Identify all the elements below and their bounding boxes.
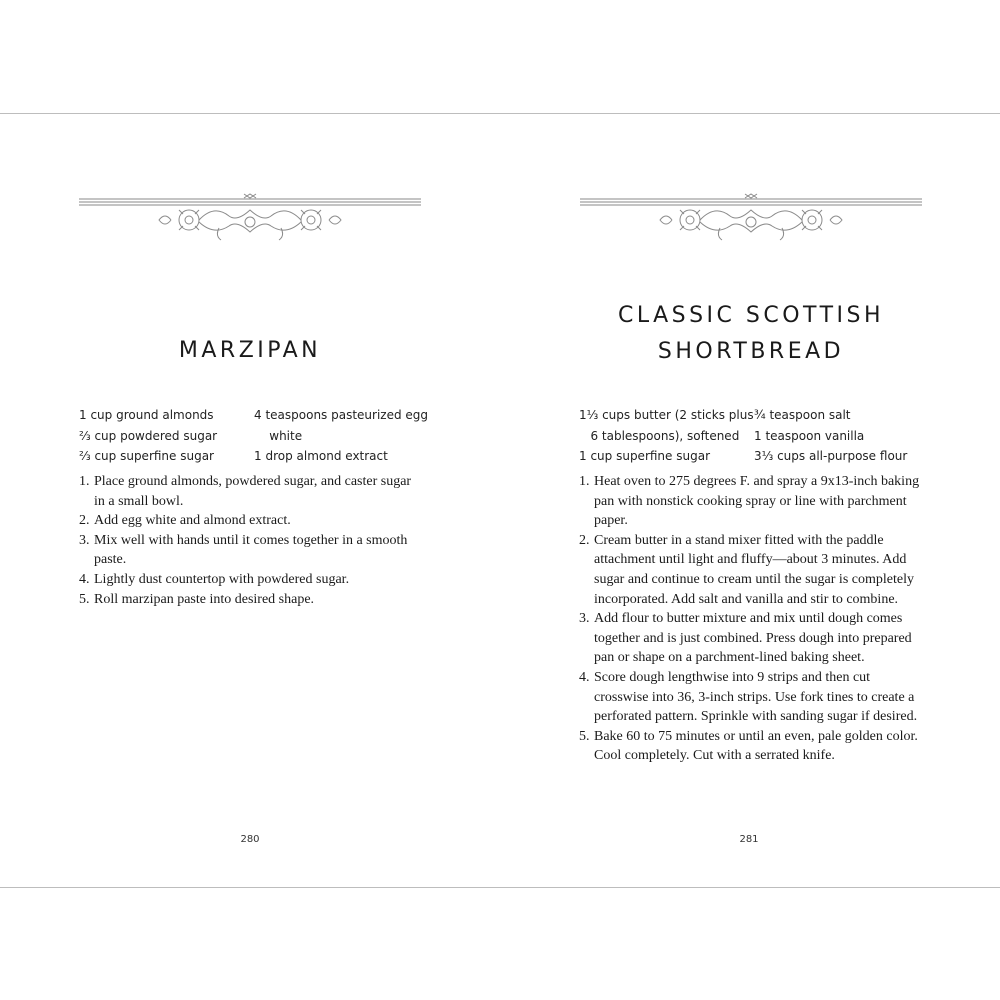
ingredient-item: ¾ teaspoon salt xyxy=(754,408,851,422)
ingredients-column-1 xyxy=(579,405,754,467)
step-number: 2. xyxy=(579,532,590,548)
instruction-step xyxy=(579,472,922,531)
ingredient-item: 1 drop almond extract xyxy=(254,449,388,463)
ingredient-item: 1 cup ground almonds xyxy=(79,408,214,422)
ingredients-column-2 xyxy=(254,405,429,467)
instructions-list xyxy=(79,472,424,609)
step-number: 3. xyxy=(579,611,590,627)
instruction-step xyxy=(579,668,922,727)
page-number: 280 xyxy=(240,834,260,845)
step-number: 5. xyxy=(79,591,90,607)
step-text: Roll marzipan paste into desired shape. xyxy=(94,591,315,607)
scroll-ornament-icon xyxy=(79,182,421,242)
step-text: Mix well with hands until it comes together in a smooth paste. xyxy=(94,532,408,568)
ingredient-item: white xyxy=(254,428,303,443)
instruction-step xyxy=(579,609,922,668)
ingredient-item: 1⅓ cups butter (2 sticks plus xyxy=(579,408,754,422)
step-number: 4. xyxy=(579,669,590,685)
instruction-step xyxy=(579,531,922,609)
ingredient-item: ⅔ cup superfine sugar xyxy=(79,449,214,463)
ingredient-item: 6 tablespoons), softened xyxy=(579,428,740,443)
recipe-title-line-1: CLASSIC SCOTTISH xyxy=(617,303,885,328)
step-text: Heat oven to 275 degrees F. and spray a 9x13-inch baking pan with nonstick cooking spray or line with parchment paper. xyxy=(594,474,920,529)
instruction-step xyxy=(79,511,424,531)
recipe-title-line-2: SHORTBREAD xyxy=(657,339,845,364)
step-number: 1. xyxy=(579,474,590,489)
step-number: 1. xyxy=(79,474,90,489)
step-text: Add flour to butter mixture and mix until dough comes together and is just combined. Press dough into prepared pan or shape on a parchment-lined baking sheet. xyxy=(594,611,912,666)
ingredients-column-1 xyxy=(79,405,249,467)
step-text: Score dough lengthwise into 9 strips and then cut crosswise into 36, 3-inch strips. Use fork tines to create a perforated pattern. Sprinkle with sanding sugar if desired. xyxy=(594,669,918,725)
ingredient-item: 4 teaspoons pasteurized egg xyxy=(254,408,429,422)
ingredient-item: 1 teaspoon vanilla xyxy=(754,428,865,443)
ingredient-item: 3⅓ cups all-purpose flour xyxy=(754,449,908,463)
recipe-title xyxy=(580,298,922,370)
step-number: 4. xyxy=(79,571,90,587)
step-text: Cream butter in a stand mixer fitted with the paddle attachment until light and fluffy—about 3 minutes. Add sugar and continue to cream until the sugar is completely incorporated. Add salt and vanilla and stir to combine. xyxy=(594,532,914,607)
scroll-ornament-icon xyxy=(580,182,922,242)
instruction-step xyxy=(79,531,424,570)
recipe-title: MARZIPAN xyxy=(178,338,322,363)
step-number: 5. xyxy=(579,728,590,744)
instruction-step xyxy=(579,727,922,766)
step-number: 3. xyxy=(79,532,90,548)
step-text: Lightly dust countertop with powdered sugar. xyxy=(94,571,350,587)
page-number: 281 xyxy=(739,834,759,845)
instruction-step xyxy=(79,570,424,590)
step-text: Add egg white and almond extract. xyxy=(94,513,291,529)
ingredients-column-2 xyxy=(754,405,924,467)
step-number: 2. xyxy=(79,513,90,529)
instruction-step xyxy=(79,472,424,511)
instruction-step xyxy=(79,590,424,610)
step-text: Place ground almonds, powdered sugar, and caster sugar in a small bowl. xyxy=(94,474,412,509)
ingredient-item: ⅔ cup powdered sugar xyxy=(79,428,218,443)
instructions-list xyxy=(579,472,922,766)
spread-bottom-edge xyxy=(0,887,1000,888)
step-text: Bake 60 to 75 minutes or until an even, pale golden color. Cool completely. Cut with a serrated knife. xyxy=(594,728,918,764)
ingredient-item: 1 cup superfine sugar xyxy=(579,449,710,463)
